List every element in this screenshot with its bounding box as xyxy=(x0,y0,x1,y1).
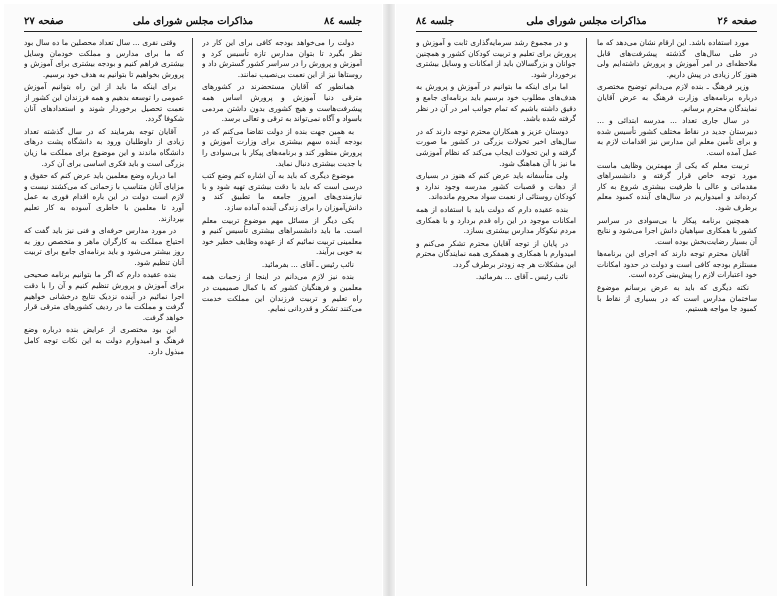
left-page-column-right xyxy=(202,38,362,586)
paragraph: نائب رئیس ـ آقای ... بفرمائید. xyxy=(261,259,354,269)
paragraph: بنده عقیده دارم که اگر ما بتوانیم برنامه صحیحی برای آموزش و پرورش تنظیم کنیم و آن را با دقت اجرا نمائیم در آینده نزدیک نتایج درخشانی خواهیم گرفت و مملکت ما در ردیف کشورهای مترقی قرار خواهد گرفت. xyxy=(24,270,184,322)
paragraph: آقایان توجه بفرمایند که در سال گذشته تعداد زیادی از داوطلبان ورود به دانشگاه پشت درهای دانشگاه ماندند و این موضوع برای مملکت ما زیان بزرگی است و باید فکری اساسی برای آن کرد. xyxy=(24,126,184,168)
right-page xyxy=(396,4,777,596)
left-page-session-label: جلسه ۸٤ xyxy=(323,15,362,27)
left-page-header xyxy=(24,12,362,30)
paragraph: این بود مختصری از عرایض بنده درباره وضع فرهنگ و امیدوارم دولت به این نکات توجه کامل مبذول دارد. xyxy=(24,325,184,356)
paragraph: در پایان از توجه آقایان محترم تشکر می‌کنم و امیدوارم با همکاری و همفکری همه نمایندگان محترم این مشکلات هر چه زودتر برطرف گردد. xyxy=(416,238,576,269)
paragraph: به همین جهت بنده از دولت تقاضا می‌کنم که در بودجه آینده سهم بیشتری برای وزارت آموزش و پرورش منظور کند و برنامه‌های پیکار با بی‌سوادی را با جدیت بیشتری دنبال نماید. xyxy=(202,126,362,168)
paragraph: دوستان عزیز و همکاران محترم توجه دارند که در سال‌های اخیر تحولات بزرگی در کشور ما صورت گرفته و این تحولات ایجاب می‌کند که نظام آموزشی ما نیز با آن هماهنگ شود. xyxy=(416,126,576,168)
paragraph: برای اینکه ما باید از این راه بتوانیم آموزش عمومی را توسعه بدهیم و همه فرزندان این کشور از نعمت تحصیل برخوردار شوند و استعدادهای آنان شکوفا گردد. xyxy=(24,82,184,124)
right-page-number: صفحه ۲۶ xyxy=(717,15,757,27)
book-gutter xyxy=(383,4,395,596)
paragraph: موضوع دیگری که باید به آن اشاره کنم وضع کتب درسی است که باید با دقت بیشتری تهیه شود و با نیازمندی‌های امروز جامعه ما تطبیق کند و دانش‌آموزان را برای زندگی آینده آماده سازد. xyxy=(202,171,362,212)
paragraph: اما برای اینکه ما بتوانیم در آموزش و پرورش به هدف‌های مطلوب خود برسیم باید برنامه‌ای جامع و دقیق داشته باشیم که تمام جوانب امر در آن در نظر گرفته شده باشد. xyxy=(416,82,576,124)
left-header-rule xyxy=(24,31,362,32)
paragraph: نائب رئیس ـ آقای ... بفرمائید. xyxy=(475,272,568,282)
paragraph: مورد استفاده باشد. این ارقام نشان می‌دهد که ما در طی سال‌های گذشته پیشرفت‌های قابل ملاحظه‌ای در امر آموزش و پرورش داشته‌ایم ولی هنوز کار زیادی در پیش داریم. xyxy=(597,38,757,79)
right-page-column-left xyxy=(416,38,576,586)
paragraph: در سال جاری تعداد ... مدرسه ابتدائی و ... دبیرستان جدید در نقاط مختلف کشور تأسیس شده و برای تأمین معلم این مدارس نیز اقدامات لازم به عمل آمده است. xyxy=(597,116,757,157)
right-page-column-right xyxy=(597,38,757,586)
paragraph: بنده عقیده دارم که دولت باید با استفاده از همه امکانات موجود در این راه قدم بردارد و با همکاری مردم نیکوکار مدارس بیشتری بسازد. xyxy=(416,204,576,236)
right-header-rule xyxy=(416,31,757,32)
paragraph: نکته دیگری که باید به عرض برسانم موضوع ساختمان مدارس است که در بسیاری از نقاط با کمبود جا مواجه هستیم. xyxy=(597,283,757,314)
paragraph: ولی متأسفانه باید عرض کنم که هنوز در بسیاری از دهات و قصبات کشور مدرسه وجود ندارد و کودکان روستائی از نعمت سواد محروم مانده‌اند. xyxy=(416,171,576,202)
left-column-divider xyxy=(192,38,193,586)
paragraph: در مورد مدارس حرفه‌ای و فنی نیز باید گفت که احتیاج مملکت به کارگران ماهر و متخصص روز به روز بیشتر می‌شود و باید برنامه‌ای جامع برای تربیت آنان تنظیم شود. xyxy=(24,226,184,267)
paragraph: وزیر فرهنگ ـ بنده لازم می‌دانم توضیح مختصری درباره برنامه‌های وزارت فرهنگ به عرض آقایان نمایندگان محترم برسانم. xyxy=(597,82,757,113)
paragraph: تربیت معلم که یکی از مهمترین وظایف ماست مورد توجه خاص قرار گرفته و دانشسراهای مقدماتی و عالی با ظرفیت بیشتری شروع به کار کرده‌اند و امیدواریم در سال‌های آینده کمبود معلم برطرف شود. xyxy=(597,160,757,212)
right-page-session-label: جلسه ۸٤ xyxy=(416,15,455,27)
paragraph: وقتی نفری ... سال تعداد محصلین ما ده سال بود که ما برای مدارس و مملکت خودمان وسایل بیشتری فراهم کنیم و بودجه بیشتری برای آموزش و پرورش بخواهیم تا بتوانیم به هدف خود برسیم. xyxy=(24,38,184,79)
paragraph: و در مجموع رشد سرمایه‌گذاری ثابت و آموزش و پرورش برای تعلیم و تربیت کودکان کشور و همچنین جوانان و بزرگسالان باید از امکانات و وسایل بیشتری برخوردار شود. xyxy=(416,38,576,79)
paragraph: دولت را می‌خواهد بودجه کافی برای این کار در نظر بگیرد تا بتوان مدارس تازه تأسیس کرد و آموزش و پرورش را در سراسر کشور گسترش داد و روستاها نیز از این نعمت بی‌نصیب نمانند. xyxy=(202,38,362,79)
left-page xyxy=(4,4,382,596)
right-page-header xyxy=(416,12,757,30)
paragraph: اما درباره وضع معلمین باید عرض کنم که حقوق و مزایای آنان متناسب با زحماتی که می‌کشند نیست و لازم است دولت در این باره اقدام فوری به عمل آورد تا معلمین با خاطری آسوده به کار تعلیم بپردازند. xyxy=(24,171,184,223)
left-page-title: مذاکرات مجلس شورای ملی xyxy=(132,15,254,27)
paragraph: همانطور که آقایان مستحضرند در کشورهای مترقی دنیا آموزش و پرورش اساس همه پیشرفت‌هاست و هیچ کشوری بدون داشتن مردمی باسواد و آگاه نمی‌تواند به ترقی و تعالی برسد. xyxy=(202,82,362,124)
paragraph: بنده نیز لازم می‌دانم در اینجا از زحمات همه معلمین و فرهنگیان کشور که با کمال صمیمیت در راه تعلیم و تربیت فرزندان این مملکت خدمت می‌کنند تشکر و قدردانی نمایم. xyxy=(202,272,362,314)
paragraph: آقایان محترم توجه دارند که اجرای این برنامه‌ها مستلزم بودجه کافی است و دولت در حدود امکانات خود اعتبارات لازم را پیش‌بینی کرده است. xyxy=(597,249,757,280)
left-page-number: صفحه ۲۷ xyxy=(24,15,64,27)
right-page-title: مذاکرات مجلس شورای ملی xyxy=(526,15,647,27)
right-column-divider xyxy=(586,38,587,586)
left-page-column-left xyxy=(24,38,184,586)
paragraph: یکی دیگر از مسائل مهم موضوع تربیت معلم است. ما باید دانشسراهای بیشتری تأسیس کنیم و معلمینی تربیت نمائیم که از عهده وظایف خطیر خود به خوبی برآیند. xyxy=(202,215,362,257)
paragraph: همچنین برنامه پیکار با بی‌سوادی در سراسر کشور با همکاری سپاهیان دانش اجرا می‌شود و نتایج آن بسیار رضایت‌بخش بوده است. xyxy=(597,215,757,246)
